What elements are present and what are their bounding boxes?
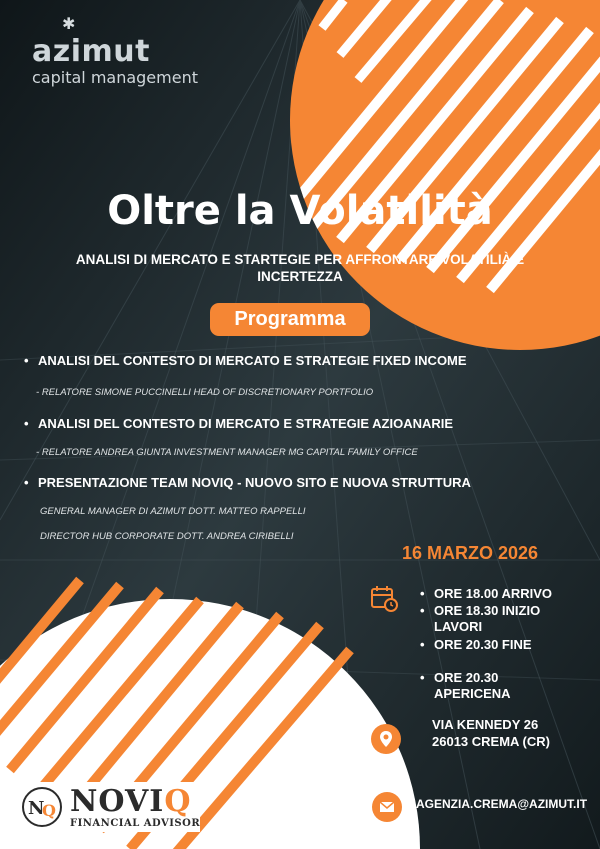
noviq-monogram-icon — [18, 785, 66, 829]
partner-name: NOVIQ — [70, 784, 192, 819]
event-subtitle: ANALISI DI MERCATO E STARTEGIE PER AFFRONTARE VOLATILIÀ E INCERTEZZA — [75, 252, 525, 284]
program-speaker: - RELATORE SIMONE PUCCINELLI HEAD OF DISCRETIONARY PORTFOLIO — [36, 387, 374, 398]
program-item-label: PRESENTAZIONE TEAM NOVIQ - NUOVO SITO E NUOVA STRUTTURA — [38, 475, 471, 490]
svg-text:Q: Q — [42, 801, 56, 820]
location-pin-icon — [371, 724, 401, 754]
envelope-icon — [372, 792, 402, 822]
program-speaker: - RELATORE ANDREA GIUNTA INVESTMENT MANAGER MG CAPITAL FAMILY OFFICE — [36, 447, 418, 458]
brand-logo-subtitle: capital management — [32, 68, 198, 87]
contact-email[interactable]: AGENZIA.CREMA@AZIMUT.IT — [416, 797, 588, 811]
program-item: • ANALISI DEL CONTESTO DI MERCATO E STRATEGIE FIXED INCOME — [24, 353, 467, 368]
program-item-label: ANALISI DEL CONTESTO DI MERCATO E STRATEGIE AZIOANARIE — [38, 416, 454, 431]
sparkle-icon: ✱ — [62, 16, 76, 33]
partner-tagline: FINANCIAL ADVISOR — [70, 818, 201, 829]
address-line1: VIA KENNEDY 26 — [432, 717, 539, 732]
program-speaker: GENERAL MANAGER DI AZIMUT DOTT. MATTEO RAPPELLI — [40, 506, 306, 517]
schedule-item: • ORE 20.30 FINE — [420, 637, 532, 652]
schedule-item: • ORE 18.30 INIZIO LAVORI — [420, 603, 541, 634]
program-item: • ANALISI DEL CONTESTO DI MERCATO E STRATEGIE AZIOANARIE — [24, 416, 454, 431]
calendar-icon — [370, 584, 400, 614]
schedule-item: • ORE 20.30 APERICENA — [420, 670, 511, 701]
event-title: Oltre la Volatilità — [107, 188, 493, 234]
brand-logo-name: azimut — [32, 34, 150, 69]
program-speaker: DIRECTOR HUB CORPORATE DOTT. ANDREA CIRIBELLI — [40, 531, 294, 542]
address-line2: 26013 CREMA (CR) — [432, 734, 550, 749]
svg-text:N: N — [28, 798, 45, 819]
event-address — [432, 716, 550, 750]
program-badge: Programma — [210, 303, 370, 336]
event-date: 16 MARZO 2026 — [402, 543, 539, 563]
schedule-item: • ORE 18.00 ARRIVO — [420, 586, 553, 601]
program-item-label: ANALISI DEL CONTESTO DI MERCATO E STRATEGIE FIXED INCOME — [38, 353, 467, 368]
program-item: • PRESENTAZIONE TEAM NOVIQ - NUOVO SITO E NUOVA STRUTTURA — [24, 475, 471, 490]
